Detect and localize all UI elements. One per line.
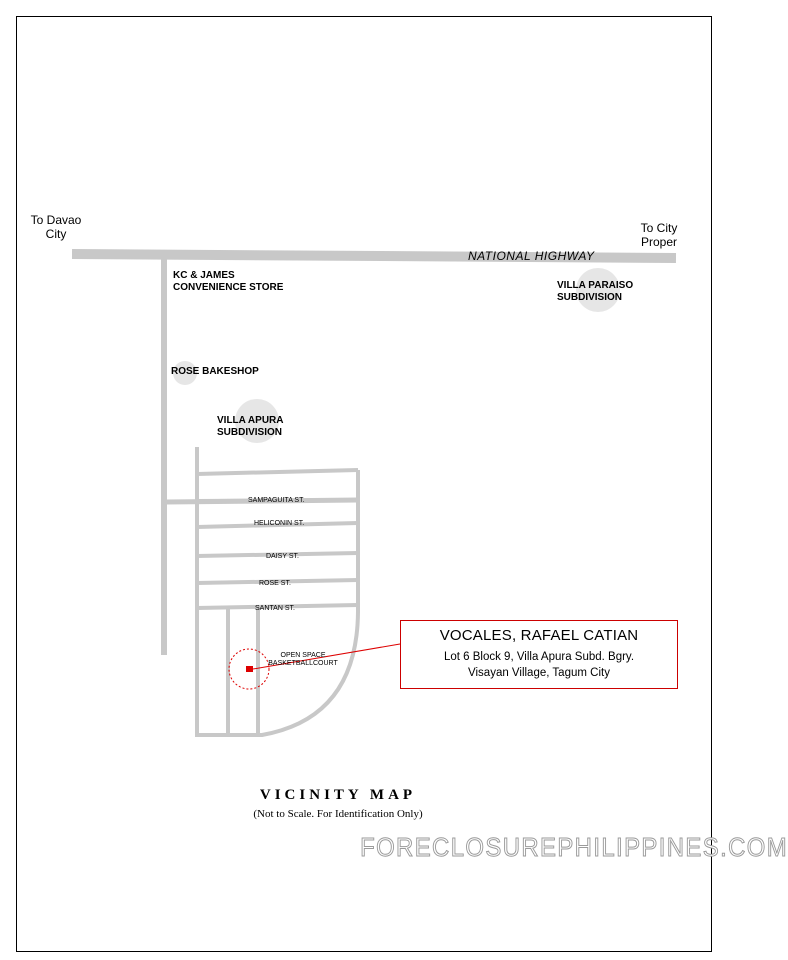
to-city-proper-label: To City Proper bbox=[640, 221, 678, 249]
map-subtitle: (Not to Scale. For Identification Only) bbox=[253, 808, 423, 820]
kc-james-label: KC & JAMES CONVENIENCE STORE bbox=[173, 270, 284, 293]
villa-paraiso-label: VILLA PARAISO SUBDIVISION bbox=[557, 280, 634, 303]
subdivision-outline bbox=[197, 447, 358, 735]
site-watermark: FORECLOSUREPHILIPPINES.COM bbox=[360, 832, 788, 862]
subdivision-top-street bbox=[197, 470, 358, 474]
map-title: VICINITY MAP bbox=[259, 787, 417, 803]
address-line-2: Visayan Village, Tagum City bbox=[468, 667, 610, 680]
national-highway-label: NATIONAL HIGHWAY bbox=[468, 249, 595, 263]
heliconin-street-label: HELICONIN ST. bbox=[254, 520, 305, 527]
property-info-box bbox=[400, 620, 678, 689]
property-marker bbox=[246, 666, 253, 672]
address-line-1: Lot 6 Block 9, Villa Apura Subd. Bgry. bbox=[443, 651, 635, 663]
rose-bakeshop-label: ROSE BAKESHOP bbox=[171, 366, 259, 377]
sampaguita-street-label: SAMPAGUITA ST. bbox=[248, 497, 305, 504]
property-address bbox=[401, 649, 677, 681]
rose-street-label: ROSE ST. bbox=[259, 580, 291, 587]
owner-name: VOCALES, RAFAEL CATIAN bbox=[439, 627, 639, 644]
daisy-street-label: DAISY ST. bbox=[266, 553, 299, 560]
villa-apura-label: VILLA APURA SUBDIVISION bbox=[217, 415, 284, 438]
open-space-label: OPEN SPACE BASKETBALLCOURT bbox=[268, 652, 338, 668]
to-davao-label: To Davao City bbox=[30, 213, 82, 241]
santan-street-label: SANTAN ST. bbox=[255, 605, 295, 612]
